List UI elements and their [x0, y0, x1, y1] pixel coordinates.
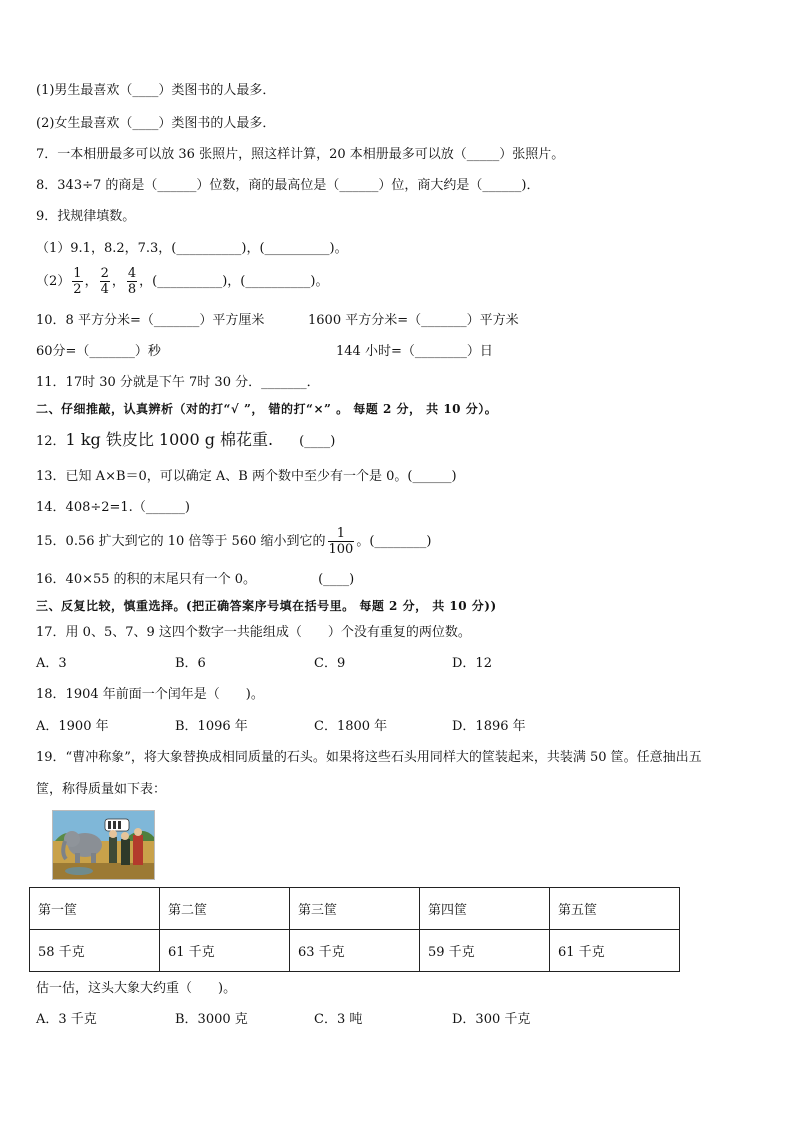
table-cell: 58 千克: [30, 930, 160, 972]
q19-option-d: D．300 千克: [452, 1012, 531, 1027]
fraction-4-8: [127, 266, 137, 297]
q17: 17．用 0、5、7、9 这四个数字一共能组成（ ）个没有重复的两位数。: [36, 625, 471, 640]
q16-statement: 16．40×55 的积的末尾只有一个 0。: [36, 572, 257, 587]
table-header-cell: 第二筐: [160, 888, 290, 930]
q11: 11．17时 30 分就是下午 7时 30 分．_______．: [36, 375, 320, 390]
q18-option-c: C．1800 年: [314, 719, 388, 734]
q18: 18．1904 年前面一个闰年是（ )。: [36, 687, 264, 702]
fraction-denominator: 2: [73, 282, 82, 297]
q9-part2: （2） $\frac{1}{2}$ ， $\frac{2}{4}$ ， $\frac{4}{8}$ ，(__________)，(__________)。: [36, 266, 329, 297]
q12-prefix: 12．: [36, 434, 66, 449]
q18-option-a: A．1900 年: [36, 719, 109, 734]
section-3-heading: 三、反复比较，慎重选择。(把正确答案序号填在括号里。 每题 2 分， 共 10 分)): [36, 599, 497, 613]
q16: [36, 571, 354, 589]
section-2-heading: 二、仔细推敲，认真辨析（对的打“√ ”， 错的打“×” 。 每题 2 分， 共 10 分）。: [36, 402, 498, 416]
table-row: [30, 930, 680, 972]
fraction-numerator: 1: [328, 526, 355, 542]
q9-part1: （1）9.1，8.2，7.3，(__________)，(__________)。: [36, 241, 348, 256]
q10-area-1: 10．8 平方分米=（_______）平方厘米: [36, 313, 265, 328]
fraction-denominator: 8: [127, 282, 137, 297]
q12-answer-blank: (____): [299, 434, 336, 449]
q6-part2: (2)女生最喜欢（____）类图书的人最多．: [36, 116, 276, 131]
q15-suffix: 。(________): [356, 534, 432, 549]
q17-option-c: C．9: [314, 656, 346, 671]
q16-answer-blank: (____): [318, 572, 355, 587]
table-cell: 59 千克: [420, 930, 550, 972]
q19-line1: 19．“曹冲称象”，将大象替换成相同质量的石头。如果将这些石头用同样大的筐装起来，共装满 50 筐。任意抽出五: [36, 750, 702, 765]
q18-option-d: D．1896 年: [452, 719, 526, 734]
q18-option-b: B．1096 年: [175, 719, 248, 734]
fraction-numerator: 1: [73, 266, 82, 281]
q7: 7．一本相册最多可以放 36 张照片，照这样计算，20 本相册最多可以放（_____）张照片。: [36, 147, 565, 162]
table-header-cell: 第三筐: [290, 888, 420, 930]
fraction-numerator: 2: [100, 266, 109, 281]
illustration-svg: [53, 811, 154, 879]
table-cell: 61 千克: [550, 930, 680, 972]
q14: 14．408÷2=1.（______): [36, 500, 190, 515]
q10-time-2: 144 小时=（________）日: [336, 344, 493, 359]
q19-line2: 筐，称得质量如下表：: [36, 782, 167, 797]
q15: [36, 526, 432, 557]
fraction-1-100: [328, 526, 355, 557]
table-header-cell: 第四筐: [420, 888, 550, 930]
table-header-cell: 第一筐: [30, 888, 160, 930]
q9-title: 9．找规律填数。: [36, 209, 136, 224]
q19-question: 估一估，这头大象大约重（ )。: [36, 981, 237, 996]
q10-time-1: 60分=（_______）秒: [36, 344, 161, 359]
table-cell: 63 千克: [290, 930, 420, 972]
q10-area-2: 1600 平方分米=（_______）平方米: [308, 313, 519, 328]
q6-part1: (1)男生最喜欢（____）类图书的人最多．: [36, 83, 276, 98]
q17-option-a: A．3: [36, 656, 67, 671]
fraction-1-2: [72, 266, 82, 297]
q12-statement: 1 kg 铁皮比 1000 g 棉花重.: [65, 430, 274, 449]
table-header-row: [30, 888, 680, 930]
table-header-cell: 第五筐: [550, 888, 680, 930]
q9-part2-prefix: （2）: [36, 274, 71, 289]
fraction-2-4: [100, 266, 110, 297]
q19-option-a: A．3 千克: [36, 1012, 97, 1027]
q12: [36, 431, 335, 451]
q17-option-b: B．6: [175, 656, 206, 671]
q9-part2-suffix: ，(__________)，(__________)。: [139, 274, 329, 289]
fraction-denominator: 100: [328, 542, 354, 557]
q15-prefix: 15．0.56 扩大到它的 10 倍等于 560 缩小到它的: [36, 534, 326, 549]
q8: 8．343÷7 的商是（______）位数，商的最高位是（______）位，商大约是（______)．: [36, 178, 540, 193]
fraction-numerator: 4: [127, 266, 137, 281]
q17-option-d: D．12: [452, 656, 492, 671]
q13: 13．已知 A×B＝0，可以确定 A、B 两个数中至少有一个是 0。(______): [36, 469, 457, 484]
table-cell: 61 千克: [160, 930, 290, 972]
cao-chong-weighs-elephant-illustration: [52, 810, 155, 880]
fraction-denominator: 4: [100, 282, 109, 297]
q19-option-c: C．3 吨: [314, 1012, 363, 1027]
q19-option-b: B．3000 克: [175, 1012, 248, 1027]
basket-weight-table: [29, 887, 680, 972]
